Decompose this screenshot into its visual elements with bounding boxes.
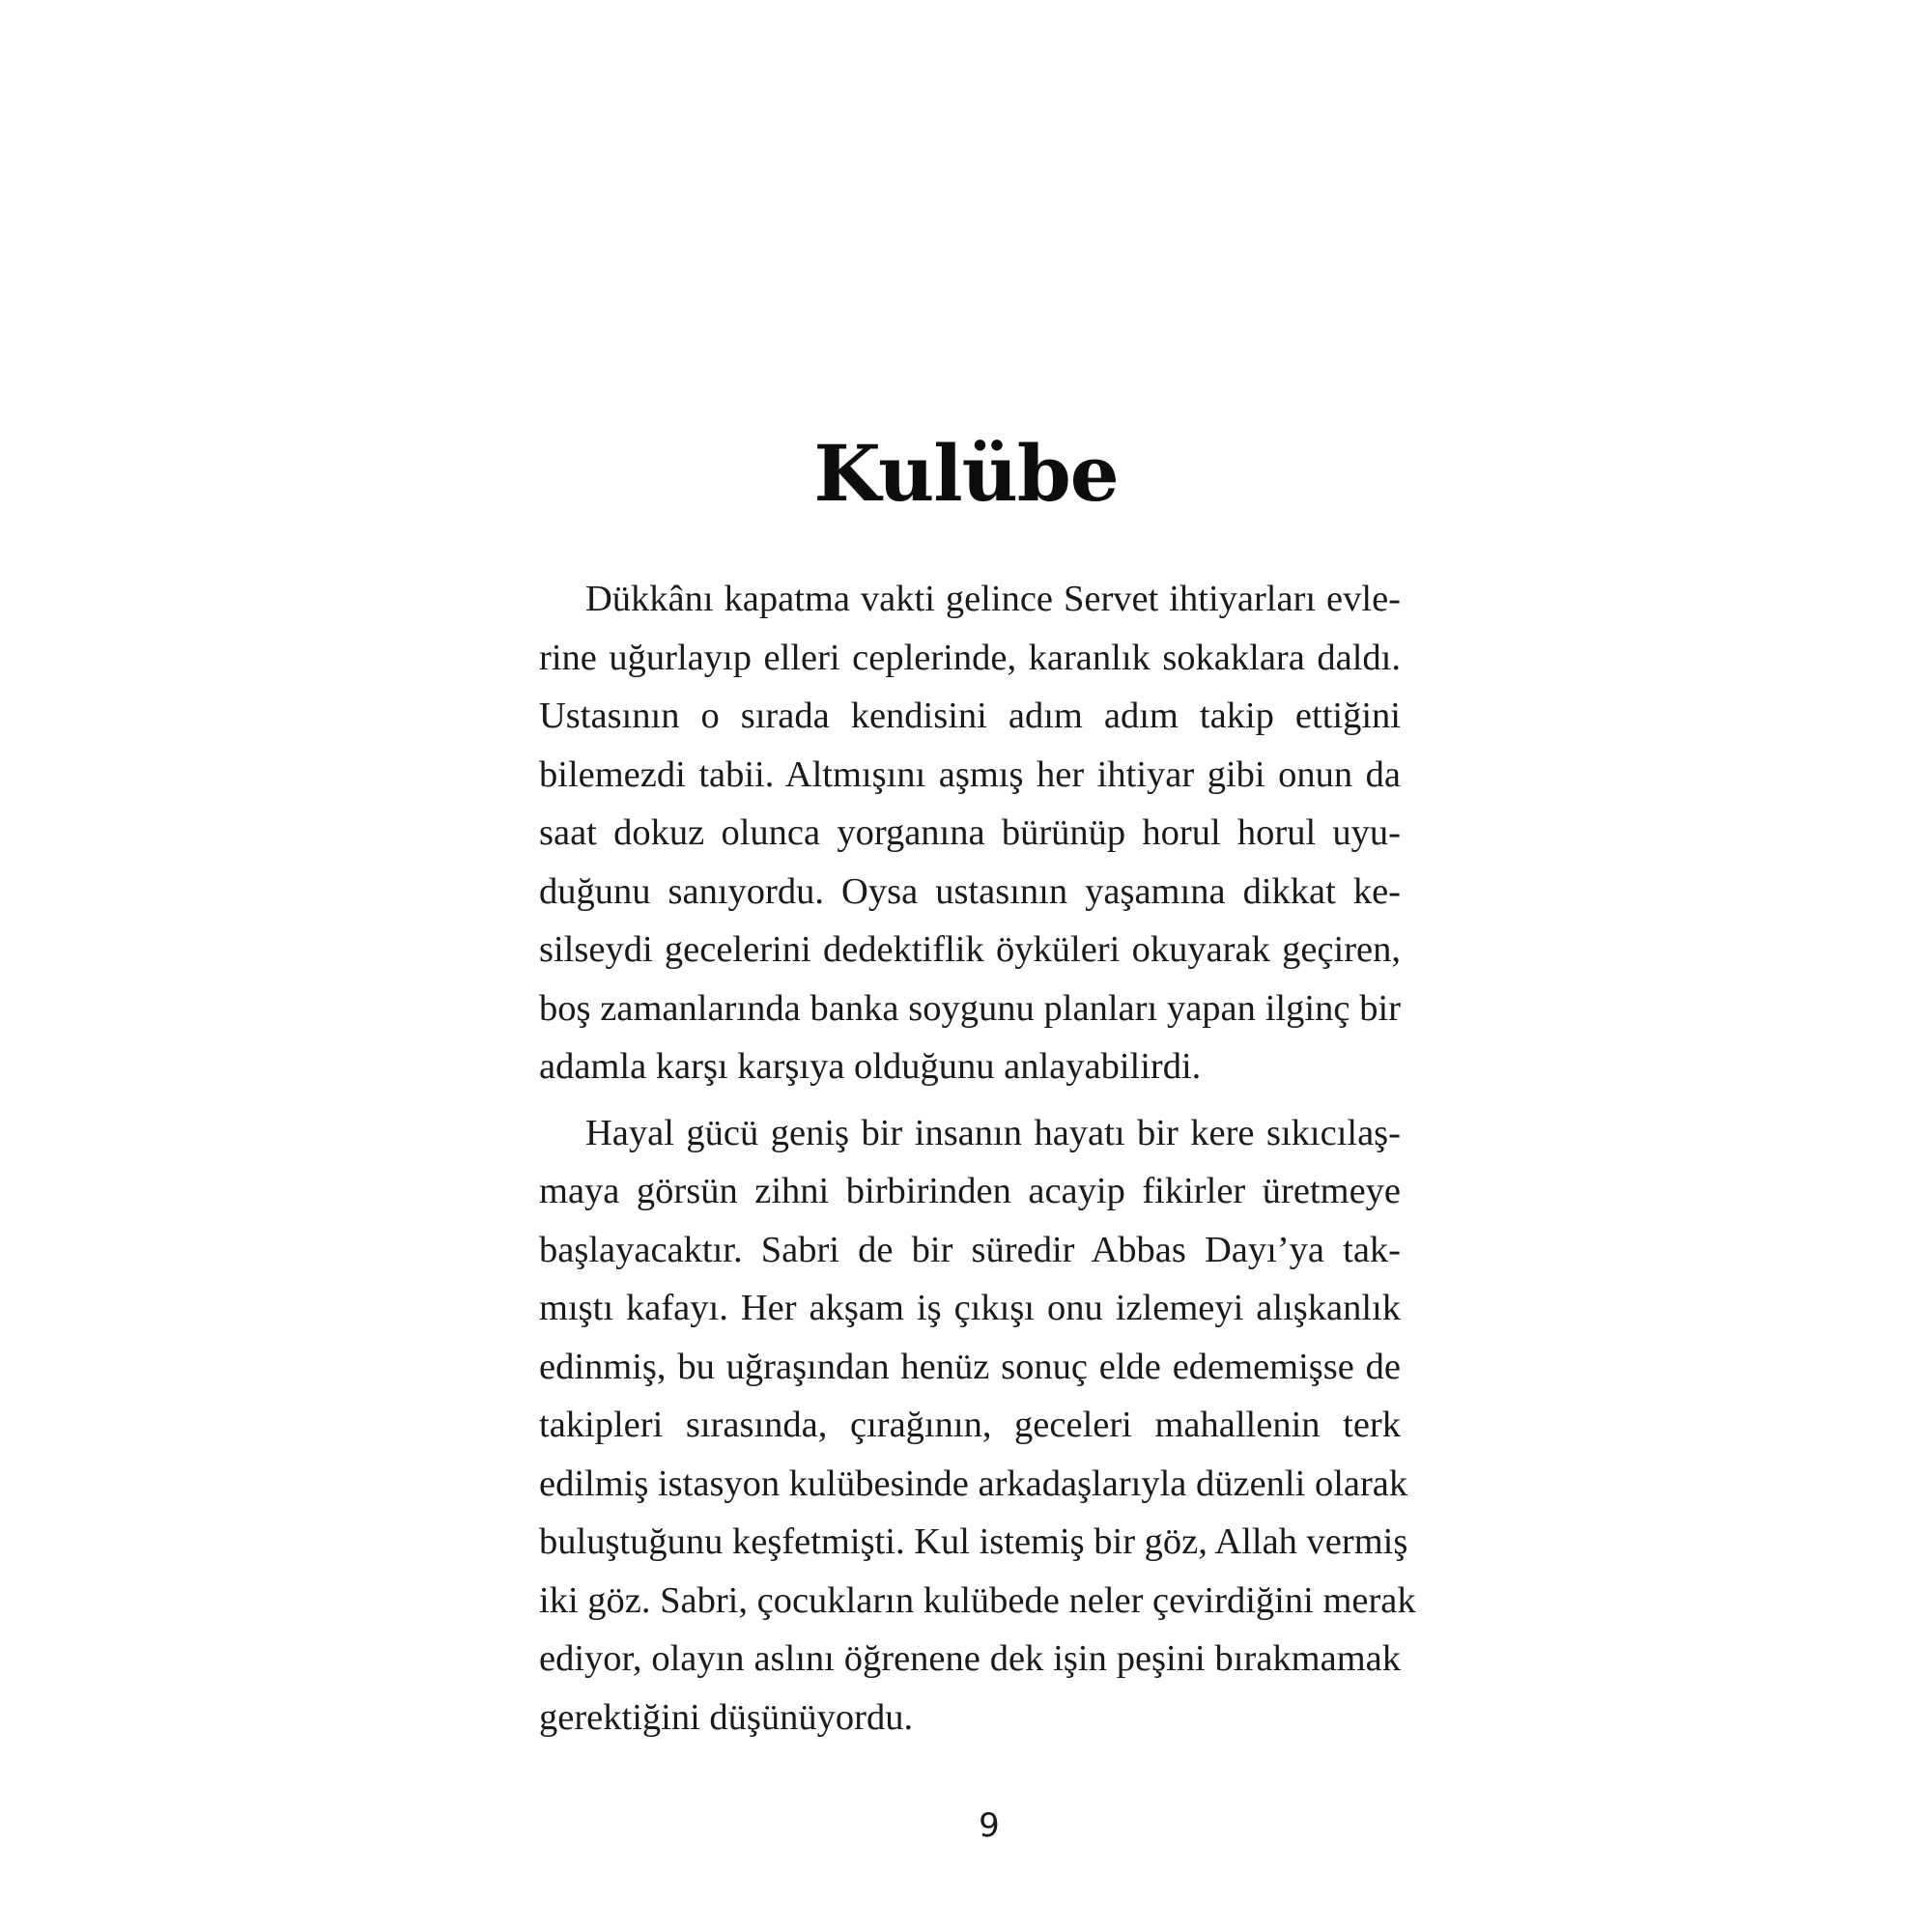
text-line: başlayacaktır. Sabri de bir süredir Abbas Dayı’ya tak- xyxy=(539,1229,1401,1270)
text-line: edilmiş istasyon kulübesinde arkadaşlarıyla düzenli olarak xyxy=(539,1463,1408,1504)
paragraph-1 xyxy=(539,570,1401,1096)
text-line: gerektiğini düşünüyordu. xyxy=(539,1696,914,1738)
text-line: adamla karşı karşıya olduğunu anlayabilirdi. xyxy=(539,1046,1202,1087)
text-line: Hayal gücü geniş bir insanın hayatı bir kere sıkıcılaş- xyxy=(585,1112,1401,1153)
text-line: ediyor, olayın aslını öğrenene dek işin peşini bırakmamak xyxy=(539,1638,1401,1679)
text-line: duğunu sanıyordu. Oysa ustasının yaşamına dikkat ke- xyxy=(539,870,1401,912)
text-line: silseydi gecelerini dedektiflik öyküleri okuyarak geçiren, xyxy=(539,929,1401,970)
text-line: boş zamanlarında banka soygunu planları yapan ilginç bir xyxy=(539,987,1401,1029)
text-line: edinmiş, bu uğraşından henüz sonuç elde edememişse de xyxy=(539,1346,1401,1387)
text-line: mıştı kafayı. Her akşam iş çıkışı onu izlemeyi alışkanlık xyxy=(539,1288,1401,1328)
text-line: bilemezdi tabii. Altmışını aşmış her ihtiyar gibi onun da xyxy=(539,753,1401,795)
text-line: rine uğurlayıp elleri ceplerinde, karanlık sokaklara daldı. xyxy=(539,637,1401,678)
text-line: iki göz. Sabri, çocukların kulübede neler çevirdiğini merak xyxy=(539,1579,1416,1621)
text-line: maya görsün zihni birbirinden acayip fikirler üretmeye xyxy=(539,1171,1401,1211)
chapter-title: Kulübe xyxy=(813,428,1119,519)
body-text xyxy=(539,570,1416,1747)
text-line: takipleri sırasında, çırağının, geceleri mahallenin terk xyxy=(539,1405,1401,1445)
text-line: Dükkânı kapatma vakti gelince Servet ihtiyarları evle- xyxy=(585,579,1401,619)
paragraph-2 xyxy=(539,1104,1416,1747)
text-line: saat dokuz olunca yorganına bürünüp horul horul uyu- xyxy=(539,812,1401,853)
text-line: Ustasının o sırada kendisini adım adım takip ettiğini xyxy=(539,696,1401,736)
text-line: buluştuğunu keşfetmişti. Kul istemiş bir göz, Allah vermiş xyxy=(539,1521,1408,1562)
page-number: 9 xyxy=(979,1806,1000,1845)
